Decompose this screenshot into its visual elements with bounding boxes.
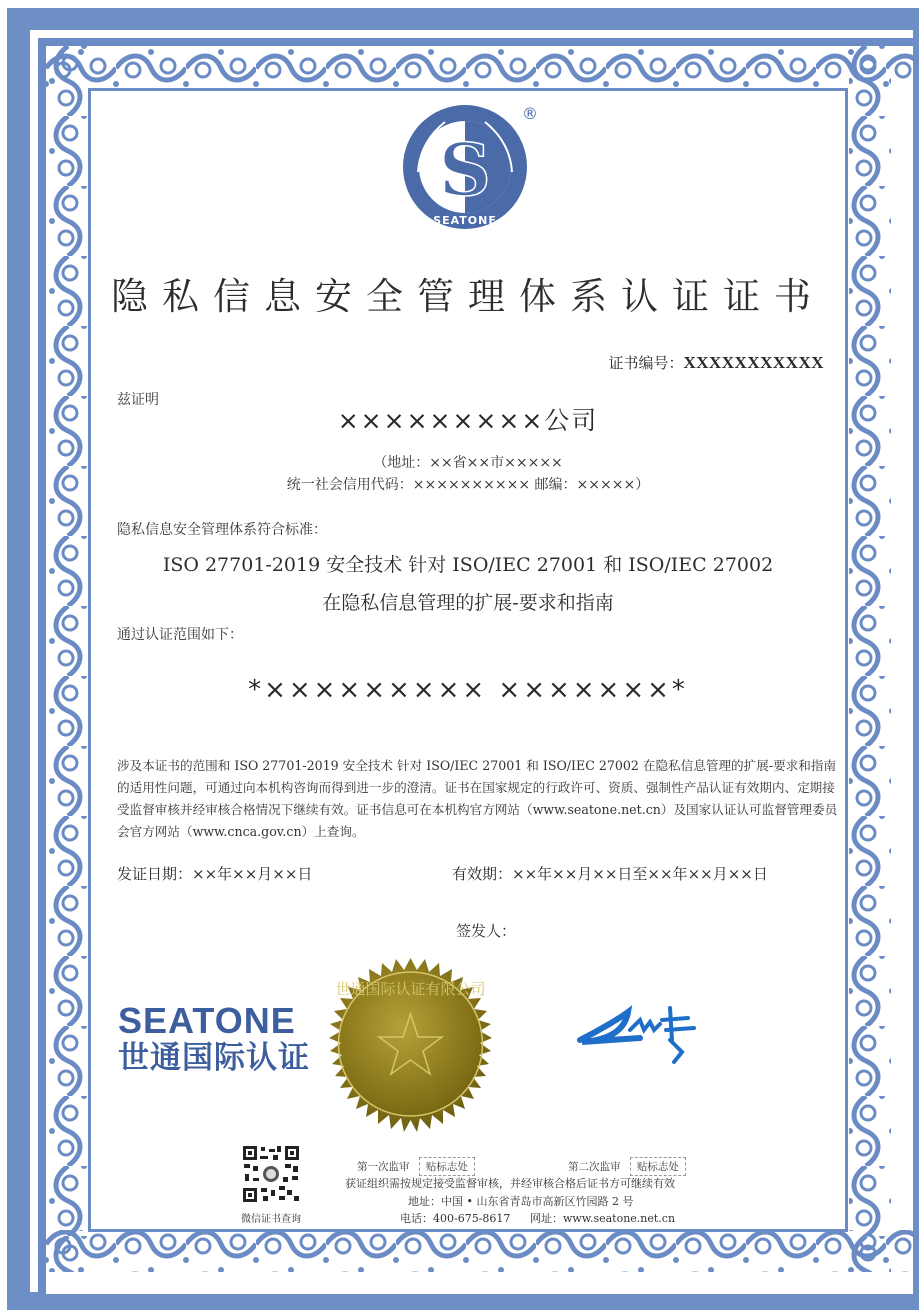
first-audit xyxy=(357,1157,475,1176)
signature-icon xyxy=(570,1000,720,1070)
qr-code-icon xyxy=(241,1144,301,1204)
issue-date-value: ××年××月××日 xyxy=(192,865,313,883)
audit-notice: 获证组织需按规定接受监督审核，并经审核合格后证书方可继续有效 xyxy=(345,1177,675,1190)
scope-label: 通过认证范围如下： xyxy=(117,627,243,643)
company-name: ×××××××××公司 xyxy=(337,406,599,435)
svg-text:S: S xyxy=(439,127,491,212)
certificate-title: 隐私信息安全管理体系认证证书 xyxy=(111,275,825,318)
second-audit-label: 第二次监审 xyxy=(568,1161,621,1173)
certificate-number-value: XXXXXXXXXXX xyxy=(683,353,824,372)
brand-name-cn: 世通国际认证 xyxy=(118,1040,310,1076)
standard-line-1: ISO 27701-2019 安全技术 针对 ISO/IEC 27001 和 ISO/IEC 27002 xyxy=(162,554,774,576)
company-address: （地址：××省××市××××× xyxy=(373,455,563,471)
signer-label: 签发人： xyxy=(456,922,517,940)
signature xyxy=(570,1000,720,1074)
seatone-logo-icon xyxy=(400,102,530,232)
certify-label: 兹证明 xyxy=(117,392,159,408)
first-audit-label: 第一次监审 xyxy=(357,1161,410,1173)
validity-label: 有效期： xyxy=(452,865,513,883)
scope-value: *××××××××× ×××××××* xyxy=(248,675,688,705)
validity-value: ××年××月××日至××年××月××日 xyxy=(512,865,768,883)
company-credit-code: 统一社会信用代码：×××××××××× 邮编：×××××） xyxy=(286,477,650,493)
validity-period xyxy=(452,863,768,884)
statement-paragraph: 涉及本证书的范围和 ISO 27701-2019 安全技术 针对 ISO/IEC 27001 和 ISO/IEC 27002 在隐私信息管理的扩展-要求和指南的适用性问题，可通过向本机构咨询而得到进一步的澄清。证书在国家规定的行政许可、资质、强制性产品认证有效期内、定期接受监督审核并经审核合格情况下继续有效。证书信息可在本机构官方网站（www.seatone.net.cn）及国家认证认可监督管理委员会官方网站（www.cnca.gov.cn）上查询。 xyxy=(117,758,838,839)
qr-code[interactable] xyxy=(241,1144,301,1208)
certificate-number-label: 证书编号： xyxy=(608,354,684,372)
gold-seal xyxy=(308,942,513,1151)
second-audit xyxy=(568,1157,686,1176)
certificate-number xyxy=(608,352,824,373)
svg-text:世通国际认证有限公司: 世通国际认证有限公司 xyxy=(335,980,486,998)
brand-name-en: SEATONE xyxy=(118,1000,296,1041)
qr-caption: 微信证书查询 xyxy=(241,1214,301,1225)
gold-seal-icon xyxy=(308,942,513,1147)
seatone-emblem xyxy=(400,102,530,236)
second-audit-stamp-area: 贴标志处 xyxy=(630,1157,686,1176)
footer-phone: 电话：400-675-8617 xyxy=(400,1212,511,1225)
first-audit-stamp-area: 贴标志处 xyxy=(419,1157,475,1176)
issue-date xyxy=(117,863,312,884)
svg-text:SEATONE: SEATONE xyxy=(433,214,497,227)
footer-address: 地址：中国 • 山东省青岛市高新区竹园路 2 号 xyxy=(408,1195,634,1208)
registered-mark: ® xyxy=(522,104,538,123)
brand-logo xyxy=(118,1002,310,1076)
footer-website[interactable]: 网址：www.seatone.net.cn xyxy=(530,1212,676,1225)
issue-date-label: 发证日期： xyxy=(117,865,193,883)
standard-label: 隐私信息安全管理体系符合标准： xyxy=(117,522,327,538)
standard-line-2: 在隐私信息管理的扩展-要求和指南 xyxy=(322,592,614,614)
